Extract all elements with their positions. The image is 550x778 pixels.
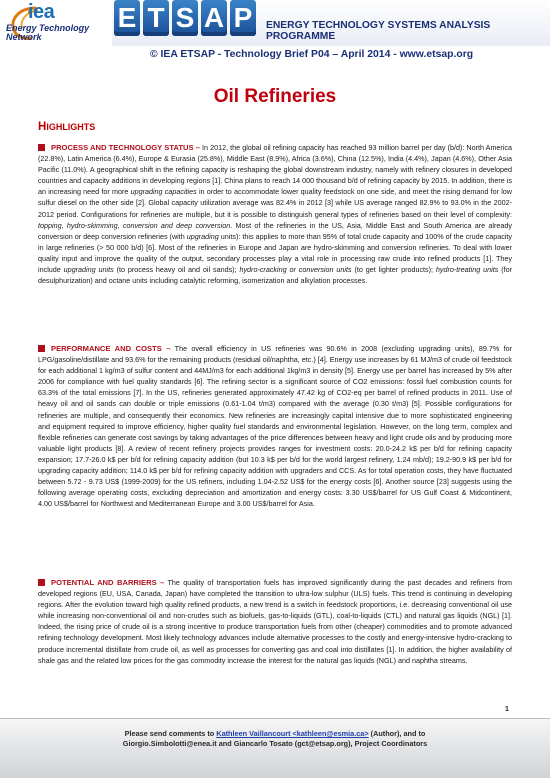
brief-line: © IEA ETSAP - Technology Brief P04 – April 2014 - www.etsap.org: [150, 49, 474, 60]
author-email-link[interactable]: Kathleen Vaillancourt <kathleen@esmia.ca>: [216, 729, 369, 738]
section-text: In 2012, the global oil refining capacity has reached 93 million barrel per day (b/d): North America (22.8%), Latin America (6.4%), Europe & Eurasia (25.8%), Middle East (8.9%), Africa (3.6%), China (12.5%), India (4.4%), Japan (4.6%), Other Asia Pacific (11.0%). A geographical shift in the refining capacity is reshaping the global downstream industry, namely with refinery closures in developed countries and capacity additions in developing regions [1]. China plans to reach 14 000 thousand b/d of refining capacity by 2015. In addition, there is an increasing need for more: [38, 143, 513, 197]
section-heading: PERFORMANCE AND COSTS –: [51, 344, 171, 353]
highlights-heading-rest: IGHLIGHTS: [46, 122, 96, 132]
page-title: Oil Refineries: [213, 86, 337, 107]
iea-logo: [0, 0, 112, 66]
logo-subtitle-line-2: Network: [6, 32, 42, 42]
section-text: The quality of transportation fuels has improved significantly during the past decades and refiners from developed regions (EU, USA, Canada, Japan) have completed the transition to ultra-low sulphur (ULS) fuels. This trend is continuing in developing regions. After the evolution toward high quality refined products, a new trend is a switch in feedstock proportions, i.e. decreasing conventional oil use while increasing non-conventional oil and non-crudes such as biofuels, gas-to-liquids (GTL), coal-to-liquids (CTL) and natural gas liquids (NGL) [1]. Indeed, the rising price of crude oil is a strong incentive to produce transportation fuels from other (cheaper) commodities and to promote advanced refining technology development. Most likely technology advances include alternative processes to the costly and energy-intensive hydro-cracking to produce incremental distillate from crude oil, as well as processes for converting gas and coal into distillates [1]. In addition, the higher availability of shale gas and the related low prices for the gas commodity increase the interest for the natural gas liquids (NGL) and naphtha streams.: [38, 578, 513, 665]
section-text: in order to accommodate lower quality feedstock on one side, and meet the rising demand for low sulfur diesel on the other side [2]. Global capacity utilization average was 82.4% in 2012 [3] while US average ranged 82.9% to 93.0% in the 2002-2012 period. Configurations for refineries are multiple, but it is possible to distinguish general types of refineries based on their level of complexity:: [38, 187, 513, 219]
logo-subtitle: [6, 24, 89, 42]
section-heading: PROCESS AND TECHNOLOGY STATUS –: [51, 143, 200, 152]
highlights-heading: [38, 121, 95, 133]
programme-name: ENERGY TECHNOLOGY SYSTEMS ANALYSIS PROGRAMME: [266, 20, 491, 42]
section-text: The overall efficiency in US refineries was 90.6% in 2008 (excluding upgrading units), 89.7% for LPG/gasoline/distillate and 93.6% for the remaining products (residual oil/naphtha, etc.) [4]. Energy use increases by 61 MJ/m3 of crude oil feedstock for each additional 1 kg/m3 of sulfur content and 44MJ/m3 for each additional 1kg/m3 in density [5]. Energy use per barrel has increased by 5% after 2006 for compliance with fuel quality standards [6]. The refining sector is a significant source of CO2 emissions: fossil fuel combustion counts for 63.3% of the total emissions [7]. In the US, refineries generated approximately 47.42 kg of CO2-eq per barrel of refined products in 2011. Use of heavy oil and oil sands can double or triple emissions (0.61-1.04 t/m3) compared with the average (0.30 t/m3) [5]. Possible configurations for refineries are multiple, and consequently their economics. New refineries are increasingly capital intensive due to more sophisticated engineering and equipment required to improve efficiency, higher quality fuel standards and environmental legislation. However, on the long term, complex and flexible refineries can generate cost savings by taking advantages of the price differences between heavy and light crude oils and by producing more valuable light products [8]. A review of recent refinery projects provides ranges for investment costs: 20.0-24.2 k$ per b/d for refining capacity expansion; 17.7-26.0 k$ per b/d for refining capacity addition (but 10.3 k$ per b/d for the world largest refinery, 1.24 mb/d); 19.2-90.9 k$ per b/d for upgrading capacity addition; 114.0 k$ per b/d for refining capacity addition with upgraders and CCS. As for total operation costs, they have fluctuated between 5.72 - 9.73 US$ (1999-2009) for the US refiners, including 1.04-2.52 US$ for the energy costs [6]. Another source [23] suggests using the following average operating costs, excluding depreciation and amortization and energy costs: 3.30 US$/barrel for US Gulf Coast & Midcontinent, 4.00 US$/barrel for Northwest and Mediterranean Europe and 3.00 US$/barrel for Asia.: [38, 344, 513, 509]
section-text: (to get lighter products);: [351, 265, 436, 275]
footer-suffix: (Author), and to: [368, 729, 426, 738]
page-number: 1: [505, 706, 509, 713]
footer-line-1: [0, 729, 550, 739]
footer-line-2: Giorgio.Simbolotti@enea.it and Giancarlo Tosato (gct@etsap.org), Project Coordinators: [122, 739, 428, 748]
section-italic: upgrading units: [63, 265, 114, 275]
bullet-square-icon: [38, 345, 45, 352]
etsap-wordmark: [114, 0, 256, 36]
footer-prefix: Please send comments to: [124, 729, 217, 738]
bullet-square-icon: [38, 144, 45, 151]
etsap-letter: T: [143, 0, 169, 36]
section-potential-barriers: [38, 577, 512, 666]
section-performance-costs: [38, 343, 512, 509]
section-italic: upgrading: [186, 231, 219, 241]
bullet-square-icon: [38, 579, 45, 586]
footer-text: [0, 729, 550, 749]
logo-subtitle-line-1: Energy Technology: [6, 23, 90, 33]
etsap-letter: A: [201, 0, 227, 36]
etsap-letter: E: [114, 0, 140, 36]
header-banner: [0, 0, 550, 66]
section-italic: hydro-treating units: [435, 265, 499, 275]
logo-text: iea: [28, 1, 55, 23]
section-text: . Most of the refineries in the US, Asia, Middle East and South America are already conversion or deep conversion refineries (with: [38, 220, 512, 241]
section-process-status: [38, 142, 512, 286]
section-italic: upgrading capacities: [130, 187, 197, 197]
footer: [0, 718, 550, 778]
etsap-letter: S: [172, 0, 198, 36]
section-italic: hydro-cracking or conversion units: [239, 265, 352, 275]
section-heading: POTENTIAL AND BARRIERS –: [51, 578, 165, 587]
etsap-letter: P: [230, 0, 256, 36]
section-text: (to process heavy oil and oil sands);: [113, 265, 240, 275]
section-italic: topping, hydro-skimming, conversion and deep conversion: [38, 220, 231, 230]
section-text: units): this applies to more than 95% of total crude capacity and 100% of the crude capacity in large refineries (> 50 000 b/d) [6]. Most of the refineries in Europe and Japan are hydro-skimming and conversion refineries. To deal with lower quality input and improve the quality of the output, secondary processes play a vital role in processing raw crude into refined products [1]. They include: [38, 231, 513, 275]
highlights-heading-initial: H: [38, 121, 47, 133]
section-text: (for desulphurization) and octane units including catalytic reforming, isomerization and alkylation processes.: [38, 265, 513, 286]
